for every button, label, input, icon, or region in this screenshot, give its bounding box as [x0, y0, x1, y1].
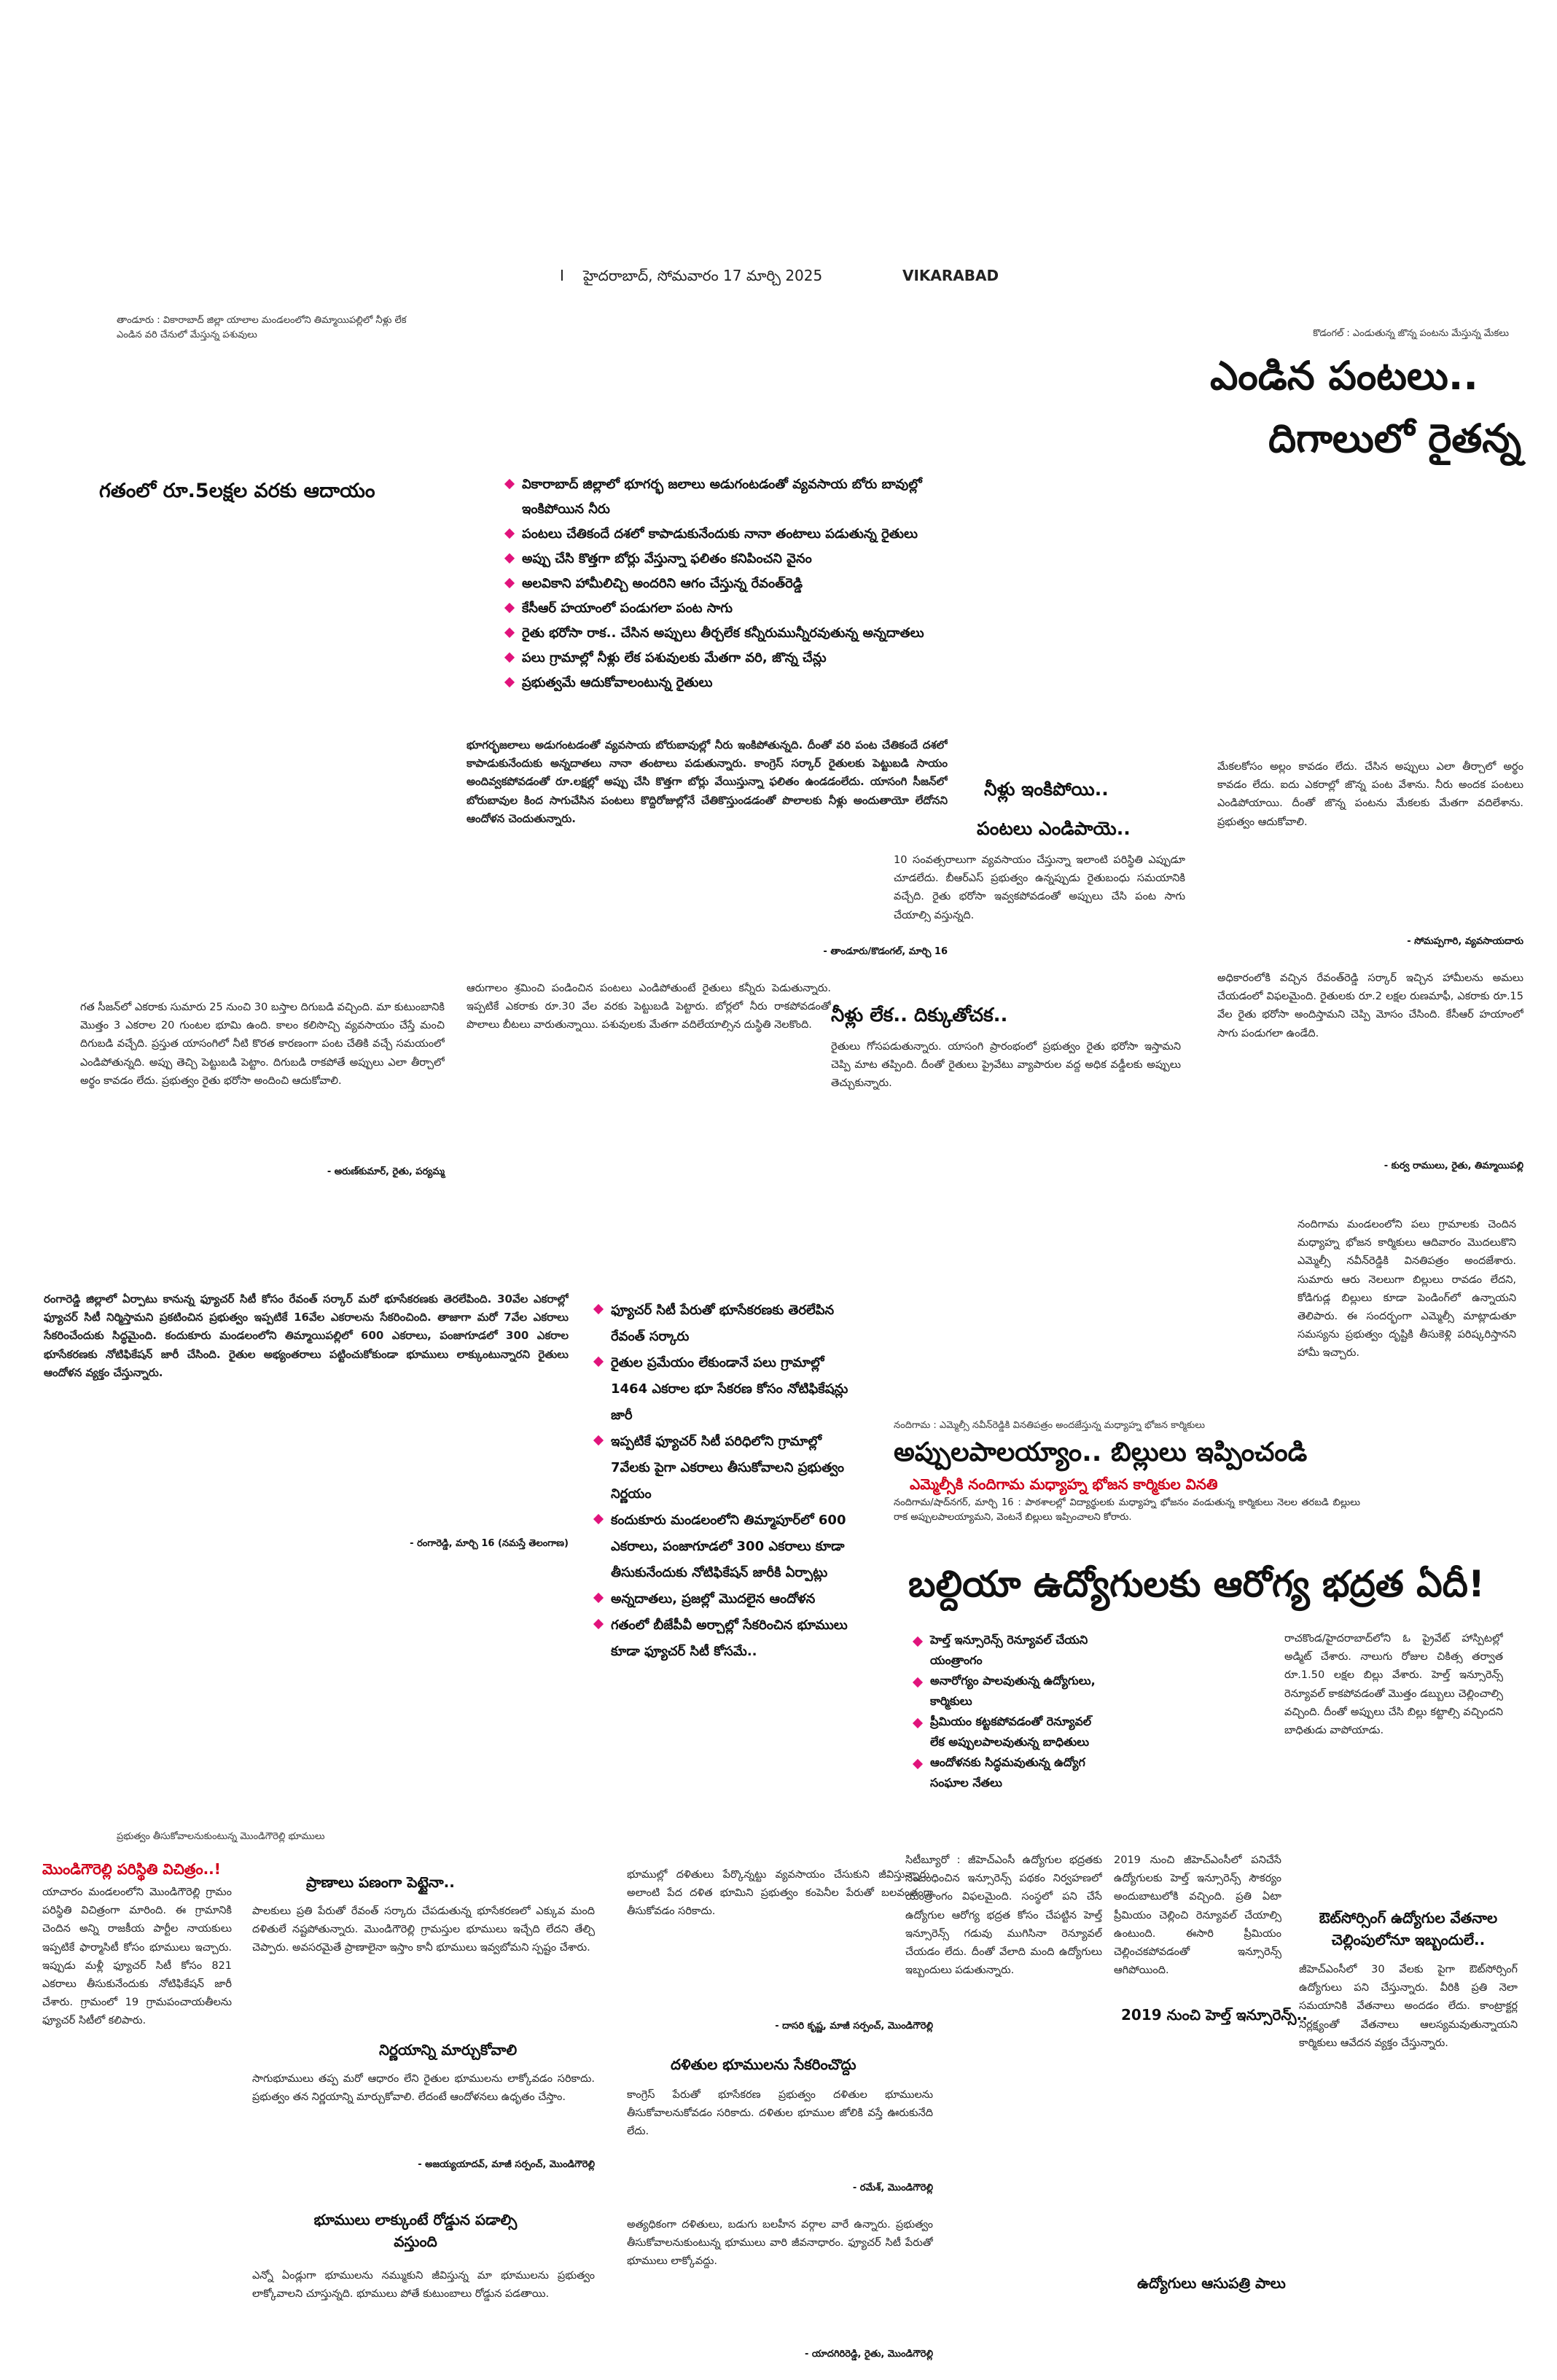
story4-col1: సిటీబ్యూరో : జీహెచ్‌ఎంసీ ఉద్యోగుల భద్రతకు సంబంధించిన ఇన్సూరెన్స్‌ పథకం నిర్వహణలో యంత్రాంగం విఫలమైంది. సంస్థలో పని చేసే ఉద్యోగుల ఆరోగ్య భద్రత కోసం చేపట్టిన హెల్త్‌ ఇన్సూరెన్స్‌ గడువు ముగిసినా రెన్యూవల్‌ చేయడం లేదు. దీంతో వేలాది మంది ఉద్యోగులు ఇబ్బందులు పడుతున్నారు. [905, 1854, 1102, 1977]
highlight-item: ఆందోళనకు సిద్ధమవుతున్న ఉద్యోగ సంఘాల నేతలు [911, 1752, 1108, 1793]
highlight-item: అలవికాని హామీలిచ్చి అందరిని ఆగం చేస్తున్న రేవంత్‌రెడ్డి [503, 571, 940, 596]
story1-headline-line2: దిగాలులో రైతన్న [1268, 415, 1522, 461]
photo-caption-right: కొడంగల్‌ : ఎండుతున్న జొన్న పంటను మేస్తున్న మేకలు [1313, 328, 1509, 339]
highlight-item: కేసీఆర్‌ హయాంలో పండుగలా పంట సాగు [503, 596, 940, 621]
highlight-item: ఫ్యూచర్‌ సిటీ పేరుతో భూసేకరణకు తెరలేపిన రేవంత్‌ సర్కారు [592, 1298, 854, 1350]
story2-subhead-b: నిర్ణయాన్ని మార్చుకోవాలి [379, 2041, 518, 2059]
story1-col3b: రైతులు గోసపడుతున్నారు. యాసంగి ప్రారంభంలో ప్రభుత్వం రైతు భరోసా ఇస్తామని చెప్పి మాట తప్పింది. దీంతో రైతులు ప్రైవేటు వ్యాపారుల వద్ద అధిక వడ్డీలకు అప్పులు తెచ్చుకున్నారు. [831, 1041, 1181, 1090]
story1-highlights [503, 472, 940, 695]
story1-col1: గత సీజన్‌లో ఎకరాకు సుమారు 25 నుంచి 30 బస్తాల దిగుబడి వచ్చింది. మా కుటుంబానికి మొత్తం 3 ఎకరాల 20 గుంటల భూమి ఉంది. కాలం కలిసొచ్చి వ్యవసాయం చేస్తే మంచి దిగుబడి వచ్చేది. ప్రస్తుత యాసంగిలో నీటి కొరత కారణంగా పంట చేతికి వచ్చే సమయంలో ఎండిపోతున్నది. అప్పు తెచ్చి పెట్టుబడి పెట్టాం. దిగుబడి రాకపోతే అప్పులు ఎలా తీర్చాలో అర్థం కావడం లేదు. ప్రభుత్వం రైతు భరోసా అందించి ఆదుకోవాలి. [80, 1002, 445, 1087]
story2-intro: రంగారెడ్డి జిల్లాలో ఏర్పాటు కానున్న ఫ్యూచర్‌ సిటీ కోసం రేవంత్‌ సర్కార్‌ మరో భూసేకరణకు తెరలేపింది. 30వేల ఎకరాల్లో ఫ్యూచర్‌ సిటీ నిర్మిస్తామని ప్రకటించిన ప్రభుత్వం ఇప్పటికే 16వేల ఎకరాలను సేకరించింది. తాజాగా మరో 7వేల ఎకరాలు సేకరించేందుకు సిద్ధమైంది. కందుకూరు మండలంలోని తిమ్మాయిపల్లిలో 600 ఎకరాలు, పంజాగూడలో 300 ఎకరాల భూసేకరణకు నోటిఫికేషన్‌ జారీ చేసింది. రైతుల అభ్యంతరాలు పట్టించుకోకుండా భూములు లాక్కుంటున్నారని రైతులు ఆందోళన వ్యక్తం చేస్తున్నారు. [44, 1292, 569, 1379]
story1-col5-byline: - కుర్వ రాములు, రైతు, తిమ్మాయిపల్లి [1384, 1160, 1523, 1171]
story4-subhead-a: 2019 నుంచి హెల్త్‌ ఇన్సూరెన్స్‌.. [1121, 2006, 1308, 2024]
story2-col3c-byline: - యాదగిరిరెడ్డి, రైతు, మొండిగౌరెల్లి [804, 2349, 933, 2360]
story3-photo-caption: నందిగామ : ఎమ్మెల్సీ నవీన్‌రెడ్డికి వినతిపత్రం అందజేస్తున్న మధ్యాహ్న భోజన కార్మికులు [894, 1420, 1206, 1431]
story4-headline: బల్దియా ఉద్యోగులకు ఆరోగ్య భద్రత ఏదీ! [908, 1563, 1485, 1605]
story2-subhead-c: భూములు లాక్కుంటే రోడ్డున పడాల్సి వస్తుంది [313, 2211, 518, 2250]
story1-left-subhead: గతంలో రూ.5లక్షల వరకు ఆదాయం [99, 480, 375, 502]
story1-headline-line1: ఎండిన పంటలు.. [1210, 353, 1478, 399]
highlight-item: రైతు భరోసా రాక.. చేసిన అప్పులు తీర్చలేక కన్నీరుమున్నీరవుతున్న అన్నదాతలు [503, 621, 940, 646]
story2-col2b: సాగుభూములు తప్ప మరో ఆధారం లేని రైతుల భూములను లాక్కోవడం సరికాదు. ప్రభుత్వం తన నిర్ణయాన్ని మార్చుకోవాలి. లేదంటే ఆందోళనలు ఉధృతం చేస్తాం. [252, 2073, 595, 2104]
story1-intro: భూగర్భజలాలు అడుగంటడంతో వ్యవసాయ బోరుబావుల్లో నీరు ఇంకిపోతున్నది. దీంతో వరి పంట చేతికందే దశలో కాపాడుకునేందుకు అన్నదాతలు నానా తంటాలు పడుతున్నారు. కాంగ్రెస్‌ సర్కార్‌ రైతులకు పెట్టుబడి సాయం అందివ్వకపోవడంతో రూ.లక్షల్లో అప్పు చేసి కొత్తగా బోర్లు వేయిస్తున్నా ఫలితం ఉండడంలేదు. యాసంగి సీజన్‌లో బోరుబావుల కింద సాగుచేసిన పంటలు కొద్దిరోజుల్లోనే చేతికొస్తుండడంతో పొలాలకు నీళ్లు అందుతాయో లేదోనని ఆందోళన చెందుతున్నారు. [467, 738, 948, 825]
story3-subhead: ఎమ్మెల్సీకి నందిగామ మధ్యాహ్న భోజన కార్మికుల వినతి [910, 1475, 1218, 1493]
story2-col3b-byline: - రమేశ్‌, మొండిగౌరెల్లి [852, 2182, 933, 2193]
story3-headline: అప్పులపాలయ్యాం.. బిల్లులు ఇప్పించండి [894, 1437, 1308, 1467]
section-name: VIKARABAD [902, 267, 999, 284]
story1-col5: అధికారంలోకి వచ్చిన రేవంత్‌రెడ్డి సర్కార్‌ ఇచ్చిన హామీలను అమలు చేయడంలో విఫలమైంది. రైతులకు రూ.2 లక్షల రుణమాఫీ, ఎకరాకు రూ.15 వేల రైతు భరోసా అందిస్తామని చెప్పి మోసం చేసింది. కేసీఆర్‌ హయాంలో సాగు పండుగలా ఉండేది. [1217, 972, 1523, 1039]
highlight-item: ఇప్పటికే ఫ్యూచర్‌ సిటీ పరిధిలోని గ్రామాల్లో 7వేలకు పైగా ఎకరాలు తీసుకోవాలని ప్రభుత్వం నిర్ణయం [592, 1429, 854, 1507]
story2-subhead-red: మొండిగౌరెల్లి పరిస్థితి విచిత్రం..! [42, 1860, 221, 1878]
story2-subhead-d: దళితుల భూములను సేకరించొద్దు [671, 2056, 856, 2073]
highlight-item: ప్రభుత్వమే ఆదుకోవాలంటున్న రైతులు [503, 671, 940, 695]
story2-highlights [592, 1298, 854, 1665]
story2-subhead-a: ప్రాణాలు పణంగా పెట్టైనా.. [306, 1873, 455, 1891]
story2-col3c: అత్యధికంగా దళితులు, బడుగు బలహీన వర్గాల వారే ఉన్నారు. ప్రభుత్వం తీసుకోవాలనుకుంటున్న భూములు వారి జీవనాధారం. ఫ్యూచర్‌ సిటీ పేరుతో భూములు లాక్కోవద్దు. [627, 2219, 933, 2268]
highlight-item: పలు గ్రామాల్లో నీళ్లు లేక పశువులకు మేతగా వరి, జొన్న చేన్లు [503, 646, 940, 671]
story4-col3: జీహెచ్‌ఎంసీలో 30 వేలకు పైగా ఔట్‌సోర్సింగ్‌ ఉద్యోగులు పని చేస్తున్నారు. వీరికి ప్రతి నెలా సమయానికి వేతనాలు అందడం లేదు. కాంట్రాక్టర్ల నిర్లక్ష్యంతో వేతనాలు ఆలస్యమవుతున్నాయని కార్మికులు ఆవేదన వ్యక్తం చేస్తున్నారు. [1299, 1964, 1518, 2049]
highlight-item: అప్పు చేసి కొత్తగా బోర్లు వేస్తున్నా ఫలితం కనిపించని వైనం [503, 547, 940, 571]
story4-right-col: రాచకొండ/హైదరాబాద్‌లోని ఓ ప్రైవేట్‌ హాస్పిటల్లో అడ్మిట్‌ చేశారు. నాలుగు రోజుల చికిత్స తర్వాత రూ.1.50 లక్షల బిల్లు వేశారు. హెల్త్‌ ఇన్సూరెన్స్‌ రెన్యూవల్‌ కాకపోవడంతో మొత్తం డబ్బులు చెల్లించాల్సి వచ్చింది. దీంతో అప్పులు చేసి బిల్లు కట్టాల్సి వచ్చిందని బాధితుడు వాపోయాడు. [1284, 1633, 1503, 1737]
highlight-item: రైతుల ప్రమేయం లేకుండానే పలు గ్రామాల్లో 1464 ఎకరాల భూ సేకరణ కోసం నోటిఫికేషన్లు జారీ [592, 1350, 854, 1429]
story2-col2c: ఎన్నో ఏండ్లుగా భూములను నమ్ముకుని జీవిస్తున్న మా భూములను ప్రభుత్వం లాక్కోవాలని చూస్తున్నది. భూములు పోతే కుటుంబాలు రోడ్డున పడతాయి. [252, 2270, 595, 2301]
photo-caption-left: తాండూరు : వికారాబాద్‌ జిల్లా యాలాల మండలంలోని తిమ్మాయిపల్లిలో నీళ్లు లేక ఎండిన వరి చేనులో మేస్తున్న పశువులు [117, 315, 407, 340]
story1-subhead-2b: పంటలు ఎండిపాయె.. [977, 818, 1131, 839]
highlight-item: అన్నదాతలు, ప్రజల్లో మొదలైన ఆందోళన [592, 1586, 854, 1612]
story2-col3a-byline: - దాసరి కృష్ణ, మాజీ సర్పంచ్‌, మొండిగౌరెల్లి [775, 2021, 933, 2032]
story1-col3: 10 సంవత్సరాలుగా వ్యవసాయం చేస్తున్నా ఇలాంటి పరిస్థితి ఎప్పుడూ చూడలేదు. బీఆర్‌ఎస్‌ ప్రభుత్వం ఉన్నప్పుడు రైతుబంధు సమయానికి వచ్చేది. రైతు భరోసా ఇవ్వకపోవడంతో అప్పులు చేసి పంట సాగు చేయాల్సి వస్తున్నది. [894, 854, 1185, 921]
story2-photo-caption: ప్రభుత్వం తీసుకోవాలనుకుంటున్న మొండిగౌరెల్లి భూములు [117, 1831, 325, 1842]
story4-highlights [911, 1630, 1108, 1793]
story1-col4-byline: - సోమప్పగారి, వ్యవసాయదారు [1407, 936, 1523, 947]
story2-col3b: కాంగ్రెస్‌ పేరుతో భూసేకరణ ప్రభుత్వం దళితుల భూములను తీసుకోవాలనుకోవడం సరికాదు. దళితుల భూముల జోలికి వస్తే ఊరుకునేది లేదు. [627, 2089, 933, 2138]
story1-col1-byline: - అరుణ్‌కుమార్‌, రైతు, పర్యమ్మ [327, 1166, 445, 1177]
story2-col2b-byline: - అజయ్యయాదవ్‌, మాజీ సర్పంచ్‌, మొండిగౌరెల్లి [418, 2159, 595, 2170]
highlight-item: వికారాబాద్‌ జిల్లాలో భూగర్భ జలాలు అడుగంటడంతో వ్యవసాయ బోరు బావుల్లో ఇంకిపోయిన నీరు [503, 472, 940, 522]
story1-subhead-2a: నీళ్లు ఇంకిపోయి.. [984, 779, 1109, 800]
story4-subhead-c: ఔట్‌సోర్సింగ్‌ ఉద్యోగుల వేతనాల చెల్లింపులోనూ ఇబ్బందులే.. [1319, 1909, 1498, 1948]
story2-col2a: పాలకులు ప్రతి పేరుతో రేవంత్‌ సర్కారు చేపడుతున్న భూసేకరణలో ఎక్కువ మంది దళితులే నష్టపోతున్నారు. మొండిగౌరెల్లి గ్రామస్తుల భూములు ఇచ్చేది లేదని తేల్చి చెప్పారు. అవసరమైతే ప్రాణాలైనా ఇస్తాం కానీ భూములు ఇవ్వబోమని స్పష్టం చేశారు. [252, 1905, 595, 1954]
highlight-item: హెల్త్‌ ఇన్సూరెన్స్‌ రెన్యూవల్‌ చేయని యంత్రాంగం [911, 1630, 1108, 1671]
story2-col3a: భూముల్లో దళితులు పేర్కొన్నట్టు వ్యవసాయం చేసుకుని జీవిస్తున్నారు. అలాంటి పేద దళిత భూమిని ప్రభుత్వం కంపెనీల పేరుతో బలవంతంగా తీసుకోవడం సరికాదు. [627, 1869, 933, 1918]
highlight-item: కందుకూరు మండలంలోని తిమ్మాపూర్‌లో 600 ఎకరాలు, పంజాగూడలో 300 ఎకరాలు కూడా తీసుకునేందుకు నోటిఫికేషన్‌ జారీకి ఏర్పాట్లు [592, 1507, 854, 1586]
highlight-item: అనారోగ్యం పాలవుతున్న ఉద్యోగులు, కార్మికులు [911, 1671, 1108, 1712]
highlight-item: ప్రీమియం కట్టకపోవడంతో రెన్యూవల్‌ లేక అప్పులపాలవుతున్న బాధితులు [911, 1712, 1108, 1752]
highlight-item: పంటలు చేతికందే దశలో కాపాడుకునేందుకు నానా తంటాలు పడుతున్న రైతులు [503, 522, 940, 547]
story1-col4: మేకలకోసం అల్లం కావడం లేదు. చేసిన అప్పులు ఎలా తీర్చాలో అర్థం కావడం లేదు. ఐదు ఎకరాల్లో జొన్న పంట వేశాను. నీరు అందక పంటలు ఎండిపోయాయి. దీంతో జొన్న పంటను మేకలకు మేతగా వదిలేశాను. ప్రభుత్వం ఆదుకోవాలి. [1217, 761, 1523, 828]
page-folio: I [560, 267, 564, 284]
page-dateline: హైదరాబాద్‌, సోమవారం 17 మార్చి 2025 [583, 267, 823, 284]
story2-col1: యాచారం మండలంలోని మొండిగౌరెల్లి గ్రామం పరిస్థితి విచిత్రంగా మారింది. ఈ గ్రామానికి చెందిన అన్ని రాజకీయ పార్టీల నాయకులు ఇప్పటికే ఫార్మాసిటీ కోసం భూములు ఇచ్చారు. ఇప్పుడు మళ్లీ ఫ్యూచర్‌ సిటీ కోసం 821 ఎకరాలు తీసుకునేందుకు నోటిఫికేషన్‌ జారీ చేశారు. గ్రామంలో 19 గ్రామపంచాయతీలను ఫ్యూచర్‌ సిటీలో కలిపారు. [42, 1887, 232, 2027]
story3-right-col: నందిగామ మండలంలోని పలు గ్రామాలకు చెందిన మధ్యాహ్న భోజన కార్మికులు ఆదివారం మొదలుకొని ఎమ్మెల్సీ నవీన్‌రెడ్డికి వినతిపత్రం అందజేశారు. సుమారు ఆరు నెలలుగా బిల్లులు రావడం లేదని, కోడిగుడ్ల బిల్లులు కూడా పెండింగ్‌లో ఉన్నాయని తెలిపారు. ఈ సందర్భంగా ఎమ్మెల్సీ మాట్లాడుతూ సమస్యను ప్రభుత్వం దృష్టికి తీసుకెళ్లి పరిష్కరిస్తానని హామీ ఇచ్చారు. [1298, 1219, 1516, 1359]
story2-intro-byline: - రంగారెడ్డి, మార్చి 16 (నమస్తే తెలంగాణ) [410, 1538, 569, 1549]
story4-col2: 2019 నుంచి జీహెచ్‌ఎంసీలో పనిచేసే ఉద్యోగులకు హెల్త్‌ ఇన్సూరెన్స్‌ సౌకర్యం అందుబాటులోకి వచ్చింది. ప్రతి ఏటా ప్రీమియం చెల్లించి రెన్యూవల్‌ చేయాల్సి ఉంటుంది. ఈసారి ప్రీమియం చెల్లించకపోవడంతో ఇన్సూరెన్స్‌ ఆగిపోయింది. [1114, 1854, 1281, 1977]
story1-intro-byline: - తాండూరు/కొడంగల్‌, మార్చి 16 [823, 946, 948, 957]
story4-subhead-b: ఉద్యోగులు ఆసుపత్రి పాలు [1137, 2274, 1286, 2292]
story1-col2: ఆరుగాలం శ్రమించి పండించిన పంటలు ఎండిపోతుంటే రైతులు కన్నీరు పెడుతున్నారు. ఇప్పటికే ఎకరాకు రూ.30 వేల వరకు పెట్టుబడి పెట్టారు. బోర్లలో నీరు రాకపోవడంతో పొలాలు బీటలు వారుతున్నాయి. పశువులకు మేతగా వదిలేయాల్సిన దుస్థితి నెలకొంది. [467, 983, 831, 1031]
highlight-item: గతంలో బీజేపీవీ అర్చాల్లో సేకరించిన భూములు కూడా ఫ్యూచర్‌ సిటీ కోసమే.. [592, 1612, 854, 1665]
story1-subhead-3: నీళ్లు లేక.. దిక్కుతోచక.. [831, 1004, 1008, 1026]
story3-body: నందిగామ/షాద్‌నగర్‌, మార్చి 16 : పాఠశాలల్లో విద్యార్థులకు మధ్యాహ్న భోజనం వండుతున్న కార్మికులు నెలల తరబడి బిల్లులు రాక అప్పులపాలయ్యామని, వెంటనే బిల్లులు ఇప్పించాలని కోరారు. [894, 1497, 1360, 1523]
